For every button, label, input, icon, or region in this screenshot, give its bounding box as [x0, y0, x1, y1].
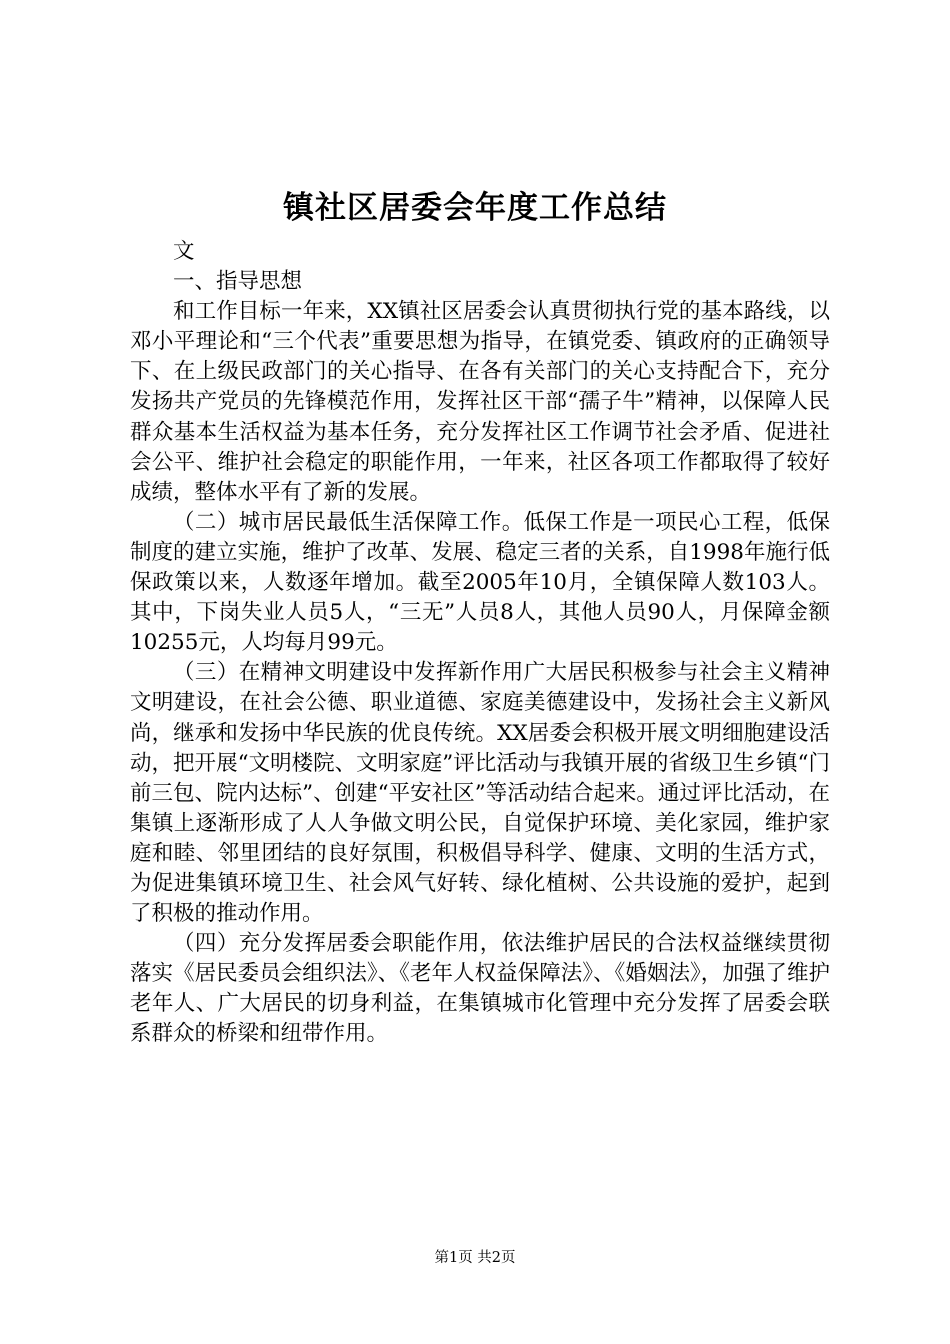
paragraph-intro-fragment: 文: [173, 239, 195, 264]
section-heading-guiding-ideology: 一、指导思想: [173, 269, 303, 295]
paragraph-spiritual-civilization: （三）在精神文明建设中发挥新作用广大居民积极参与社会主义精神文明建设，在社会公德、职业道德、家庭美德建设中，发扬社会主义新风尚，继承和发扬中华民族的优良传统。XX居委会积极开展文明细胞建设活动，把开展“文明楼院、文明家庭”评比活动与我镇开展的省级卫生乡镇“门前三包、院内达标”、创建“平安社区”等活动结合起来。通过评比活动，在集镇上逐渐形成了人人争做文明公民，自觉保护环境、美化家园，维护家庭和睦、邻里团结的良好氛围，积极倡导科学、健康、文明的生活方式，为促进集镇环境卫生、社会风气好转、绿化植树、公共设施的爱护，起到了积极的推动作用。: [130, 660, 830, 927]
document-title: 镇社区居委会年度工作总结: [283, 190, 667, 226]
paragraph-work-goals: 和工作目标一年来，XX镇社区居委会认真贯彻执行党的基本路线，以邓小平理论和“三个代表”重要思想为指导，在镇党委、镇政府的正确领导下、在上级民政部门的关心指导、在各有关部门的关心支持配合下，充分发扬共产党员的先锋模范作用，发挥社区干部“孺子牛”精神，以保障人民群众基本生活权益为基本任务，充分发挥社区工作调节社会矛盾、促进社会公平、维护社会稳定的职能作用，一年来，社区各项工作都取得了较好成绩，整体水平有了新的发展。: [130, 299, 830, 505]
paragraph-committee-functions: （四）充分发挥居委会职能作用，依法维护居民的合法权益继续贯彻落实《居民委员会组织法》、《老年人权益保障法》、《婚姻法》，加强了维护老年人、广大居民的切身利益，在集镇城市化管理中充分发挥了居委会联系群众的桥梁和纽带作用。: [130, 931, 830, 1047]
page-number-footer: 第1页 共2页: [434, 1250, 516, 1266]
paragraph-minimum-living-security: （二）城市居民最低生活保障工作。低保工作是一项民心工程，低保制度的建立实施，维护了改革、发展、稳定三者的关系，自1998年施行低保政策以来，人数逐年增加。截至2005年10月，全镇保障人数103人。其中，下岗失业人员5人，“三无”人员8人，其他人员90人，月保障金额10255元，人均每月99元。: [130, 509, 830, 656]
document-body: [130, 237, 830, 1050]
